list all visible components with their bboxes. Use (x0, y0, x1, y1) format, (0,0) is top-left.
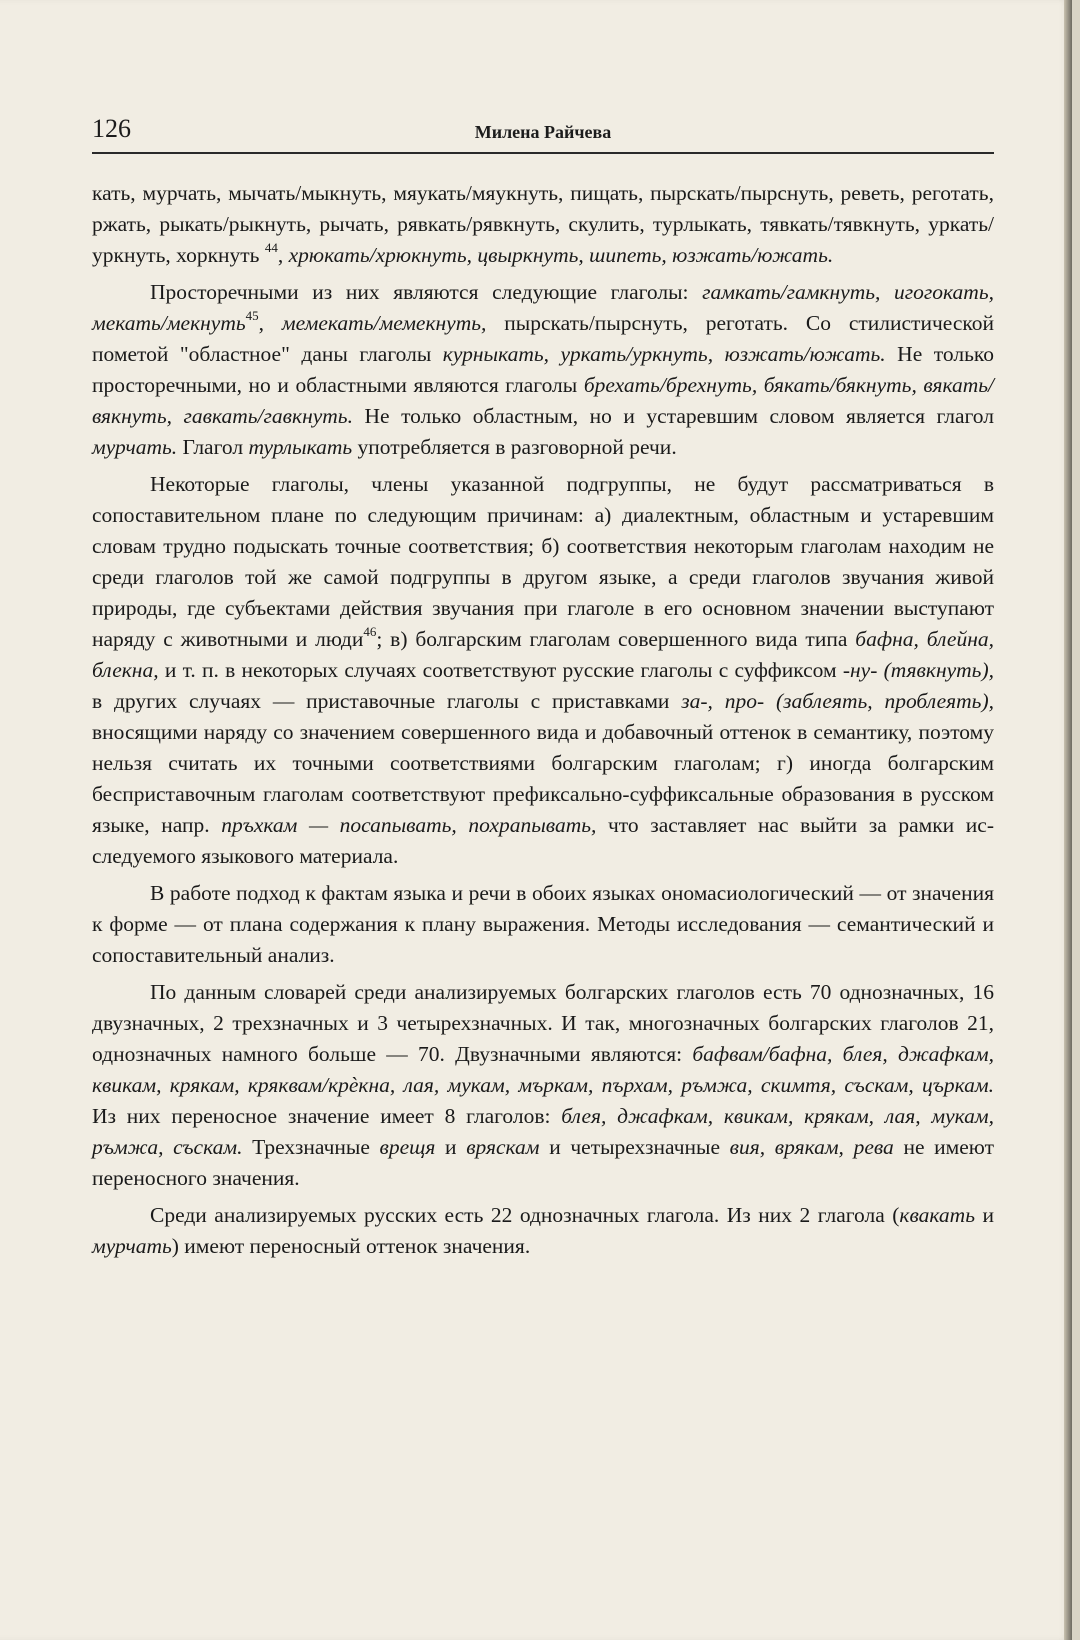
italic-run: за-, про- (заблеять, проблеять), (681, 689, 994, 713)
italic-run: вия, врякам, рева (729, 1135, 894, 1159)
footnote-ref-44: 44 (264, 239, 278, 255)
paragraph-2 (92, 277, 994, 463)
text-run: в других случаях — приставочные глаголы с приставками (92, 689, 682, 713)
text-run: , (277, 243, 289, 267)
italic-run: хрюкать/хрюкнуть, цвыркнуть, шипеть, юзжать/южать. (288, 243, 834, 267)
page-number: 126 (92, 114, 131, 143)
text-run: и (975, 1203, 994, 1227)
italic-run: бафна, блейна, блекна, (92, 627, 995, 682)
italic-run: мурчать. (92, 435, 178, 459)
body-text (92, 178, 994, 1262)
italic-run: брехать/брехнуть, бякать/бякнуть, вякать/вякнуть, гавкать/гавкнуть. (92, 373, 995, 428)
italic-run: пръхкам — посапывать, похрапывать, (221, 813, 597, 837)
text-run: Некоторые глаголы, члены указанной подгруппы, не будут рассматриваться в сопоставительном плане по следующим причинам: а) диалектным, областным и устаревшим словам трудно подыскать точные соответствия; б) соответствия некоторым глаголам находим не среди глаголов той же самой подгруппы в другом языке, а среди глаголов звучания живой природы, где субъектами действия звучания при глаголе в его основном значении выступают наряду с животными и люди (92, 472, 994, 651)
italic-run: -ну- (тявкнуть), (842, 658, 994, 682)
text-run: и четырехзначные (539, 1135, 730, 1159)
text-run: и (435, 1135, 467, 1159)
text-run: По данным словарей среди анализируемых болгарских глаголов есть 70 однозначных, 16 двузначных, 2 трехзначных и 3 четырехзначных. И так, многозначных болгарских глаголов 21, однозначных намного больше — 70. Двузначными являются: (92, 980, 994, 1066)
text-run: и т. п. в некоторых случаях соответствуют русские глаголы с суффиксом (158, 658, 843, 682)
text-run: Не только областным, но и устаревшим словом является глагол (352, 404, 995, 428)
italic-run: бафвам/бафна, блея, джафкам, квикам, крякам, кряквам/крѐкна, лая, мукам, мъркам, пърхам, ръмжа, скимтя, съскам, църкам. (92, 1042, 995, 1097)
paragraph-4 (92, 878, 994, 971)
text-run: , (258, 311, 282, 335)
italic-run: курныкать, уркать/уркнуть, юзжать/южать. (442, 342, 886, 366)
paragraph-1 (92, 178, 994, 271)
page-edge-shadow (1064, 0, 1072, 1640)
italic-run: турлыкать (248, 435, 353, 459)
text-run: Глагол (177, 435, 249, 459)
footnote-ref-45: 45 (245, 307, 259, 323)
italic-run: блея, джафкам, квикам, крякам, лая, мукам, ръмжа, съскам. (92, 1104, 994, 1159)
text-run: пырскать/пырснуть, реготать. Со стилистической пометой "областное" даны глаголы (92, 311, 995, 366)
text-run: ; в) болгарским глаголам совершенного вида типа (376, 627, 856, 651)
text-run: Трехзначные (242, 1135, 380, 1159)
italic-run: гамкать/гамкнуть, игогокать, мекать/мекнуть (92, 280, 994, 335)
italic-run: мурчать (92, 1234, 172, 1258)
italic-run: мемекать/мемекнуть, (281, 311, 487, 335)
italic-run: квакать (899, 1203, 975, 1227)
text-run: вносящими наряду со значением совершенного вида и добавочный оттенок в семантику, поэтому нельзя считать их точными соответствиями болгарским глаголам; г) иногда болгарским бесприставочным глаголам соответствуют префиксально-суффиксальные образования в русском языке, напр. (92, 720, 994, 837)
paragraph-5 (92, 977, 994, 1194)
text-run: Среди анализируемых русских есть 22 однозначных глагола. Из них 2 глагола ( (150, 1203, 900, 1227)
text-run: что заставляет нас выйти за рамки исследуемого языкового материала. (92, 813, 994, 868)
text-run: употребляется в разговорной речи. (352, 435, 677, 459)
text-run: Из них переносное значение имеет 8 глаголов: (92, 1104, 562, 1128)
footnote-ref-46: 46 (363, 623, 377, 639)
italic-run: врещя (379, 1135, 436, 1159)
text-run: В работе подход к фактам языка и речи в обоих языках ономасиологический — от значения к форме — от плана содержания к плану выражения. Методы исследования — семантический и сопоставительный анализ. (92, 881, 994, 967)
italic-run: вряскам (466, 1135, 540, 1159)
text-run: кать, мурчать, мычать/мыкнуть, мяукать/мяукнуть, пищать, пырскать/пырснуть, реветь, реготать, ржать, рыкать/рыкнуть, рычать, рявкать/рявкнуть, скулить, турлыкать, тявкать/тявкнуть, уркать/уркнуть, хоркнуть (92, 181, 994, 267)
text-run: Не только просторечными, но и областными являются глаголы (92, 342, 994, 397)
running-head-author: Милена Райчева (474, 122, 612, 142)
text-run: не имеют переносного значения. (92, 1135, 994, 1190)
paragraph-3 (92, 469, 994, 872)
text-run: Просторечными из них являются следующие глаголы: (150, 280, 703, 304)
page-header (92, 112, 994, 154)
text-run: ) имеют переносный оттенок значения. (171, 1234, 531, 1258)
paragraph-6 (92, 1200, 994, 1262)
